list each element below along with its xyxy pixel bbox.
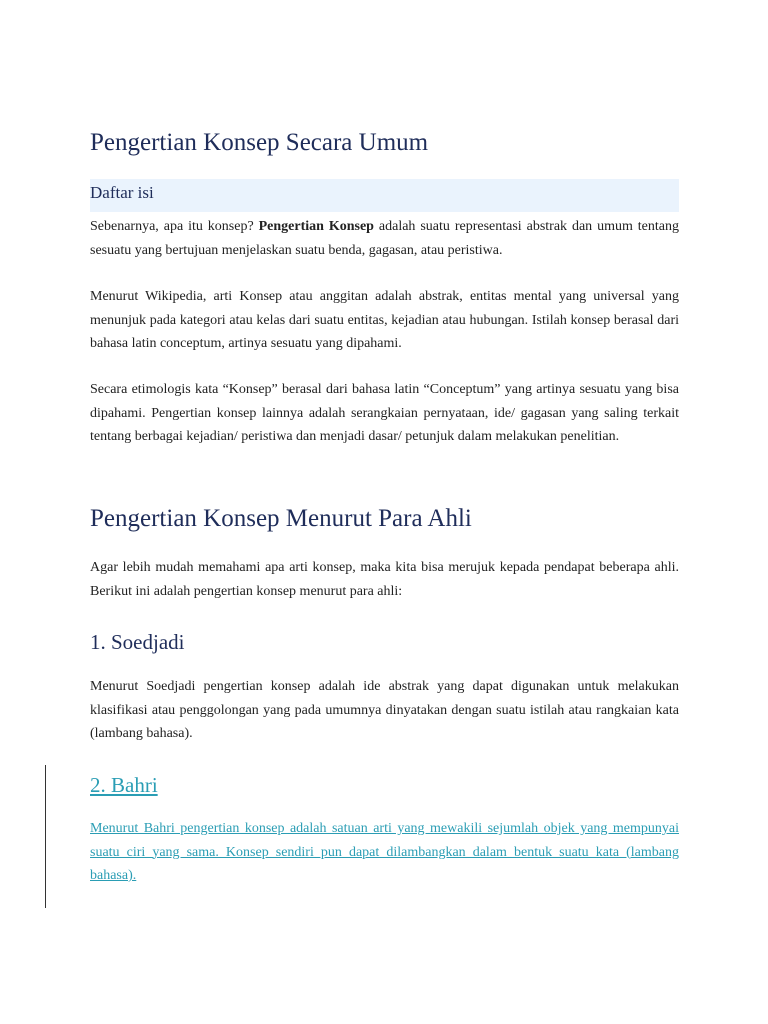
intro-text-bold: Pengertian Konsep <box>258 219 374 234</box>
expert-heading-bahri-link[interactable]: 2. Bahri <box>90 773 158 797</box>
expert-text-bahri-link[interactable]: Menurut Bahri pengertian konsep adalah satuan arti yang mewakili sejumlah objek yang mempunyai suatu ciri yang sama. Konsep sendiri pun dapat dilambangkan dalam bentuk suatu kata (lambang bahasa). <box>90 821 679 883</box>
expert-text-soedjadi: Menurut Soedjadi pengertian konsep adalah ide abstrak yang dapat digunakan untuk melakukan klasifikasi atau penggolongan yang pada umumnya dinyatakan dengan suatu istilah atau rangkaian kata (lambang bahasa). <box>90 679 679 741</box>
left-margin-line <box>45 765 46 908</box>
intro-text-post: adalah suatu representasi abstrak dan umum tentang sesuatu yang bertujuan menjelaskan suatu benda, gagasan, atau peristiwa. <box>90 219 679 258</box>
section-title-experts: Pengertian Konsep Menurut Para Ahli <box>90 505 472 532</box>
etymology-paragraph: Secara etimologis kata “Konsep” berasal dari bahasa latin “Conceptum” yang artinya sesuatu yang bisa dipahami. Pengertian konsep lainnya adalah serangkaian pernyataan, ide/ gagasan yang saling terkait tentang berbagai kejadian/ peristiwa dan menjadi dasar/ petunjuk dalam melakukan penelitian. <box>90 382 679 444</box>
intro-paragraph <box>90 215 679 262</box>
expert-heading-soedjadi: 1. Soedjadi <box>90 630 185 654</box>
toc-label[interactable]: Daftar isi <box>90 183 154 202</box>
wikipedia-paragraph: Menurut Wikipedia, arti Konsep atau anggitan adalah abstrak, entitas mental yang universal yang menunjuk pada kategori atau kelas dari suatu entitas, kejadian atau hubungan. Istilah konsep berasal dari bahasa latin conceptum, artinya sesuatu yang dipahami. <box>90 289 679 351</box>
page-title: Pengertian Konsep Secara Umum <box>90 129 429 156</box>
experts-intro-paragraph: Agar lebih mudah memahami apa arti konsep, maka kita bisa merujuk kepada pendapat beberapa ahli. Berikut ini adalah pengertian konsep menurut para ahli: <box>90 560 679 599</box>
intro-text-pre: Sebenarnya, apa itu konsep? <box>90 219 259 234</box>
table-of-contents[interactable] <box>90 179 679 212</box>
